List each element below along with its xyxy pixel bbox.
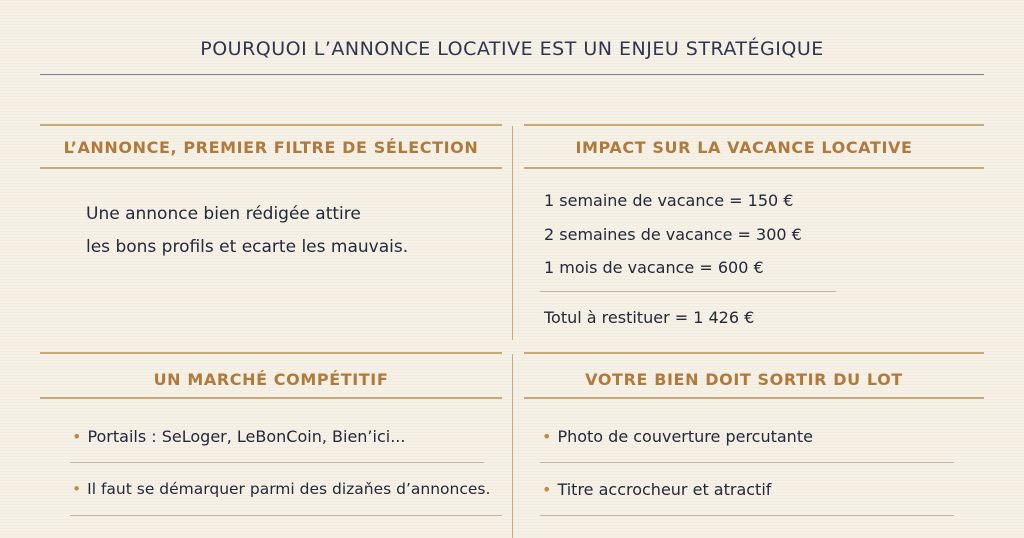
marche-item-1-rule — [70, 462, 484, 463]
lot-item-1-rule — [540, 462, 954, 463]
title-divider — [40, 74, 984, 75]
marche-item-2 — [72, 480, 490, 498]
vertical-divider-top — [512, 126, 513, 340]
panel-lot-top-rule — [524, 352, 984, 354]
vacance-line-1: 1 semaine de vacance = 150 € — [544, 191, 794, 210]
vacance-total-rule — [540, 291, 836, 292]
vertical-divider-bottom — [512, 354, 513, 538]
lot-item-1-text: Photo de couverture percutante — [557, 427, 813, 446]
vacance-total: Totul à restituer = 1 426 € — [544, 308, 755, 327]
panel-marche-bottom-rule — [40, 397, 502, 399]
marche-item-1-text: Portails : SeLoger, LeBonCoin, Bien’ici... — [87, 427, 406, 446]
vacance-line-3: 1 mois de vacance = 600 € — [544, 258, 764, 277]
vacance-line-2: 2 semaines de vacance = 300 € — [544, 225, 802, 244]
lot-item-2 — [542, 480, 771, 499]
panel-selection-heading: L’ANNONCE, PREMIER FILTRE DE SÉLECTION — [63, 138, 479, 157]
panel-vacance-heading: IMPACT SUR LA VACANCE LOCATIVE — [575, 138, 913, 157]
lot-item-1 — [542, 427, 813, 446]
lot-item-2-text: Titre accrocheur et atractif — [557, 480, 772, 499]
panel-selection-text — [86, 198, 408, 264]
marche-item-2-rule — [70, 515, 502, 516]
bullet-icon: • — [72, 427, 82, 446]
panel-lot-heading: VOTRE BIEN DOIT SORTIR DU LOT — [585, 370, 903, 389]
panel-vacance-bottom-rule — [524, 167, 984, 169]
lot-item-2-rule — [540, 515, 954, 516]
panel-selection-top-rule — [40, 124, 502, 126]
marche-item-1 — [72, 427, 405, 446]
selection-line-1: Une annonce bien rédigée attire — [86, 204, 361, 224]
panel-marche-heading: UN MARCHÉ COMPÉTITIF — [153, 370, 389, 389]
bullet-icon: • — [72, 480, 82, 498]
bullet-icon: • — [542, 427, 552, 446]
panel-vacance-top-rule — [524, 124, 984, 126]
panel-lot-bottom-rule — [524, 397, 984, 399]
panel-marche-top-rule — [40, 352, 502, 354]
bullet-icon: • — [542, 480, 552, 499]
page-title: POURQUOI L’ANNONCE LOCATIVE EST UN ENJEU STRATÉGIQUE — [200, 38, 824, 60]
marche-item-2-text: Il faut se démarquer parmi des dizaňes d’annonces. — [87, 480, 491, 498]
panel-selection-bottom-rule — [40, 167, 502, 169]
selection-line-2: les bons profils et ecarte les mauvais. — [86, 237, 409, 257]
